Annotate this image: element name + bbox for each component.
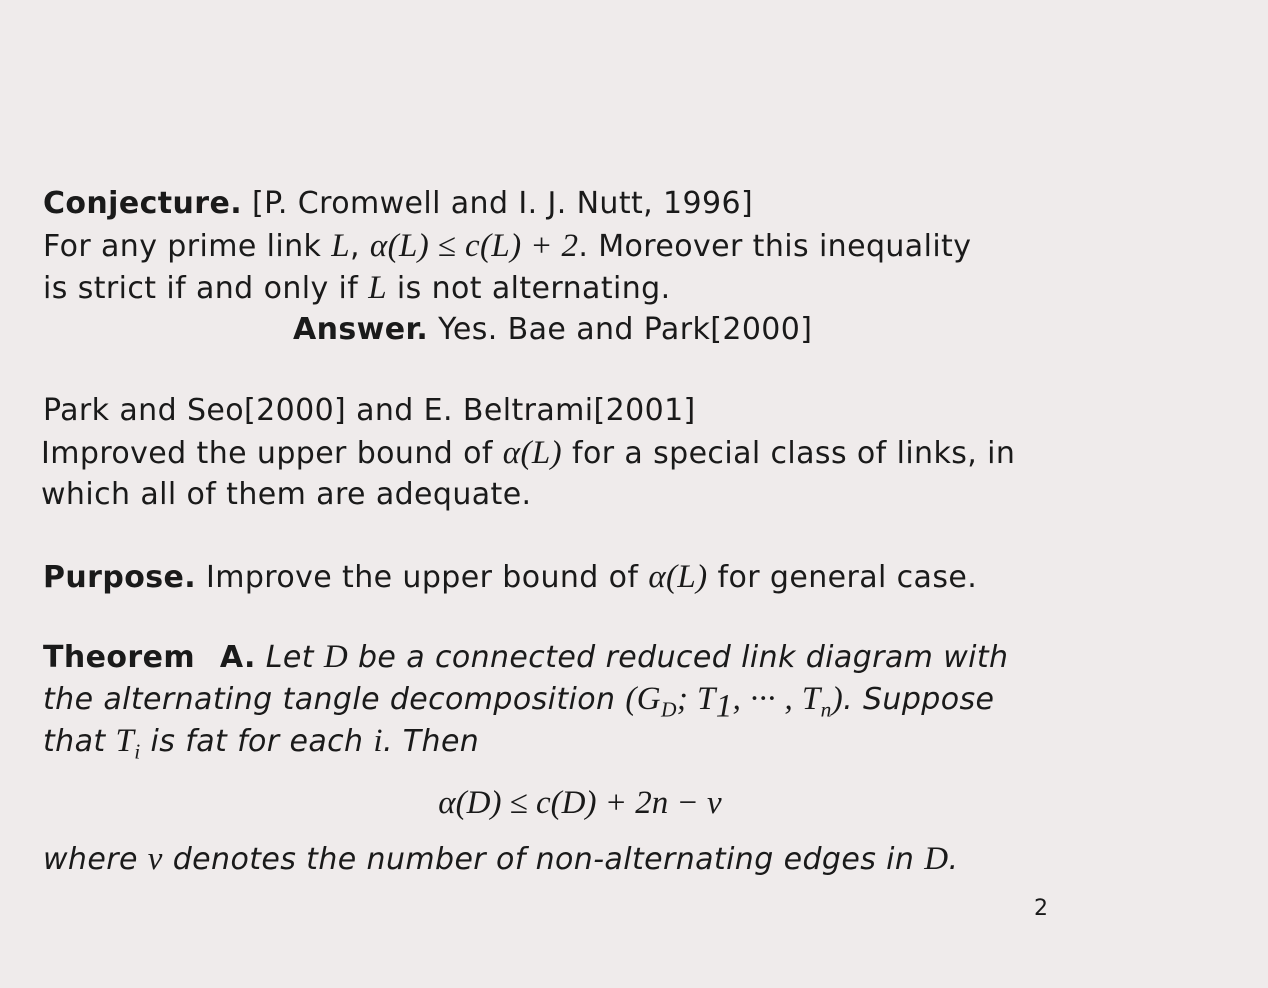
theorem-text: is fat for each [140, 724, 374, 759]
theorem-line-1 [43, 639, 1123, 676]
conjecture-text: , [350, 229, 370, 264]
theorem-text: . Suppose [843, 682, 995, 717]
theorem-line-4 [43, 841, 958, 878]
theorem-label: Theorem A. [43, 640, 256, 675]
conjecture-text: is not alternating. [386, 271, 671, 306]
math-variable: ν [147, 841, 163, 877]
conjecture-text: For any prime link [43, 229, 332, 264]
improvement-text: for a special class of links, in [562, 436, 1016, 471]
math-variable: D [924, 841, 949, 877]
theorem-line-3 [43, 723, 479, 770]
purpose-line [43, 559, 977, 596]
conjecture-text: . Moreover this inequality [578, 229, 972, 264]
improvement-text: Improved the upper bound of [41, 436, 503, 471]
math-variable: i [373, 723, 383, 759]
theorem-text: Let [265, 640, 324, 675]
theorem-equation [0, 785, 1160, 822]
math-expression: α(L) [648, 559, 708, 595]
theorem-text: denotes the number of non-alternating edges in [162, 842, 925, 877]
purpose-text: for general case. [707, 560, 978, 595]
conjecture-heading [43, 186, 753, 222]
math-variable: L [331, 228, 350, 264]
conjecture-line-1 [43, 228, 1123, 265]
math-variable: $T_i$ [115, 723, 141, 764]
conjecture-inequality: α(L) ≤ c(L) + 2 [369, 228, 579, 264]
improvement-authors: Park and Seo[2000] and E. Beltrami[2001] [43, 393, 696, 428]
improvement-line-2 [41, 435, 1121, 472]
answer-line [293, 312, 812, 348]
math-variable: L [368, 270, 387, 306]
theorem-text: the alternating tangle decomposition [43, 682, 626, 717]
tangle-decomposition: ($G_D$; $T_1$, ··· , $T_n$) [625, 681, 844, 725]
equation-text: α(D) ≤ c(D) + 2n − ν [438, 785, 722, 821]
theorem-line-2 [43, 681, 1123, 728]
theorem-text: that [43, 724, 116, 759]
conjecture-label: Conjecture. [43, 186, 243, 221]
purpose-label: Purpose. [43, 560, 197, 595]
math-variable: D [323, 639, 349, 675]
conjecture-text: is strict if and only if [43, 271, 369, 306]
answer-label: Answer. [293, 312, 429, 347]
answer-text: Yes. Bae and Park[2000] [438, 312, 813, 347]
theorem-text: . [948, 842, 959, 877]
improvement-line-3: which all of them are adequate. [41, 477, 532, 512]
page-number: 2 [1034, 896, 1048, 921]
purpose-text: Improve the upper bound of [205, 560, 649, 595]
conjecture-line-2 [43, 270, 671, 307]
conjecture-citation: [P. Cromwell and I. J. Nutt, 1996] [251, 186, 754, 221]
theorem-text: be a connected reduced link diagram with [348, 640, 1009, 675]
math-expression: α(L) [502, 435, 563, 471]
theorem-text: . Then [382, 724, 480, 759]
theorem-text: where [43, 842, 148, 877]
